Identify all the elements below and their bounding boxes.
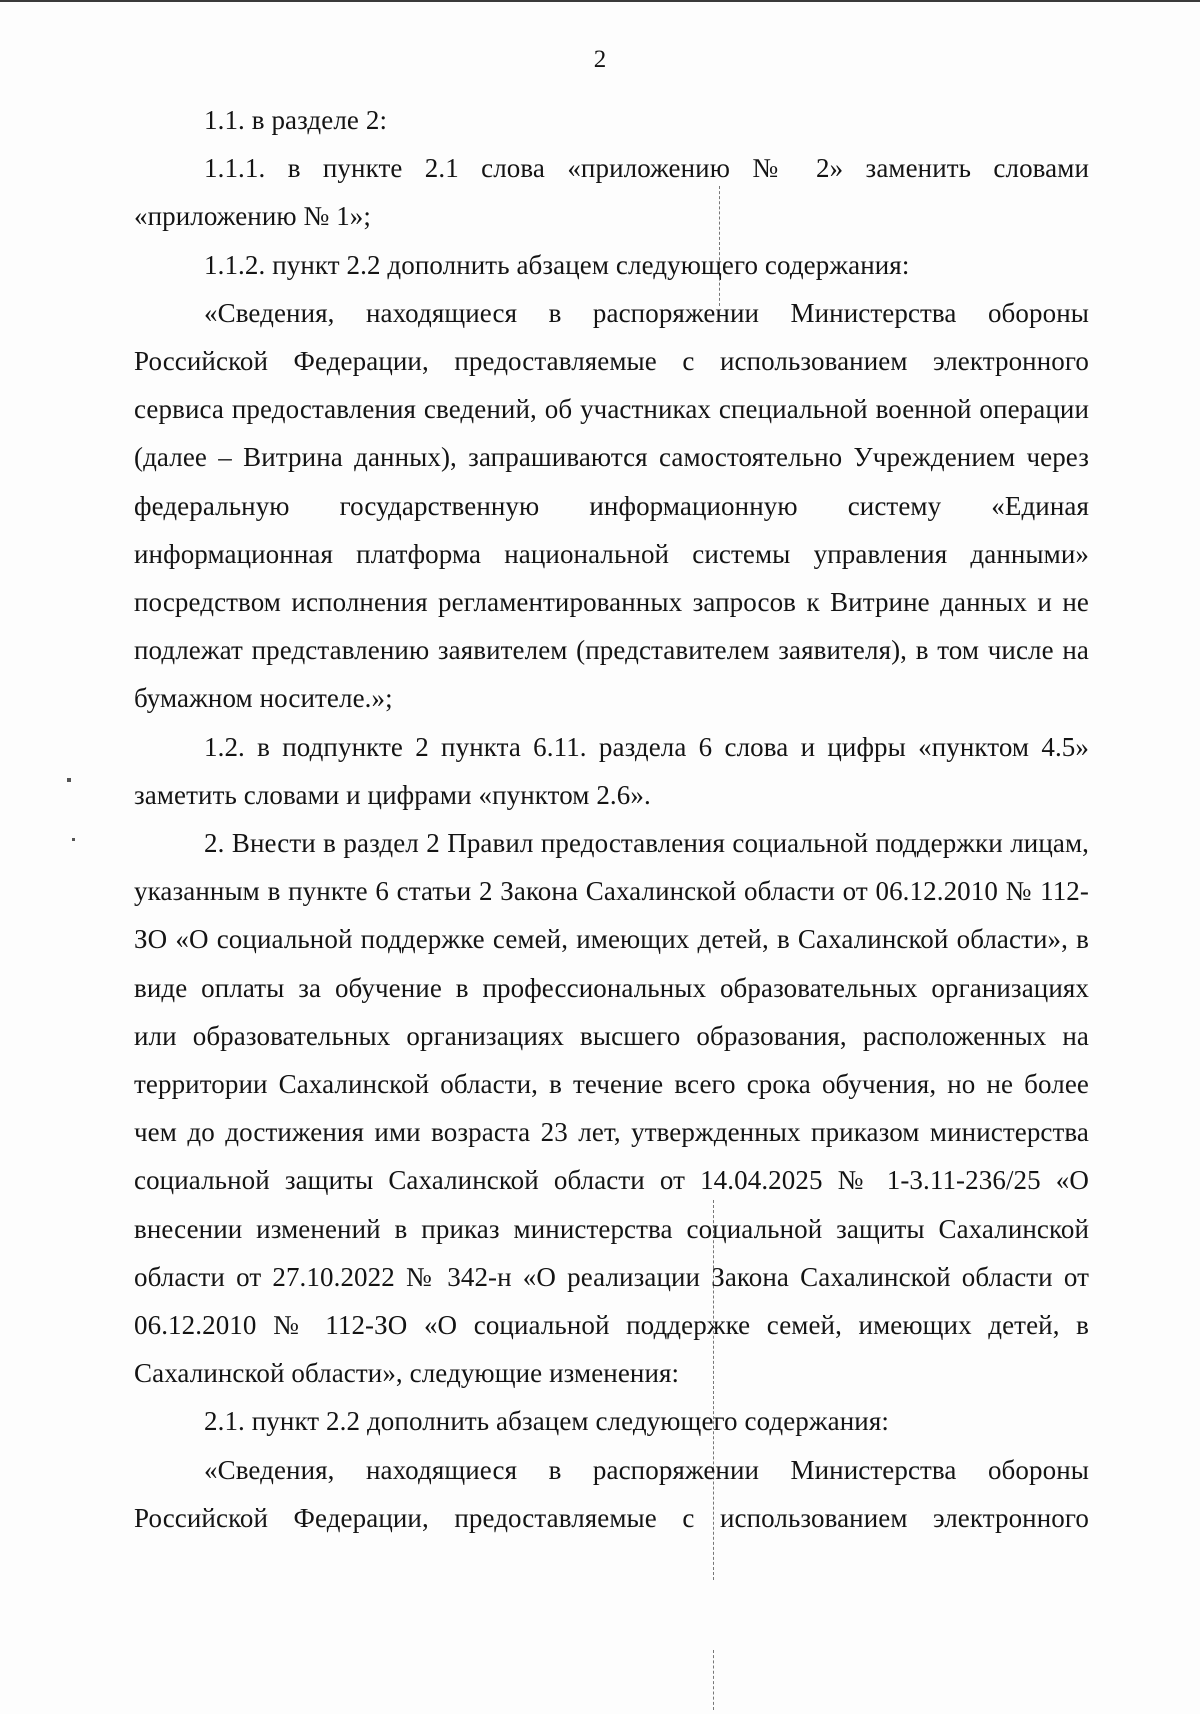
page-number: 2	[593, 46, 607, 73]
scan-artifact-dot	[67, 778, 71, 782]
paragraph-2: 2. Внести в раздел 2 Правил предоставления социальной поддержки лицам, указанным в пункте 6 статьи 2 Закона Сахалинской области от 06.12.2010 № 112-ЗО «О социальной поддержке семей, имеющих детей, в Сахалинской области», в виде оплаты за обучение в профессиональных образовательных организациях или образовательных организациях высшего образования, расположенных на территории Сахалинской области, в течение всего срока обучения, но не более чем до достижения ими возраста 23 лет, утвержденных приказом министерства социальной защиты Сахалинской области от 14.04.2025 № 1-3.11-236/25 «О внесении изменений в приказ министерства социальной защиты Сахалинской области от 27.10.2022 № 342-н «О реализации Закона Сахалинской области от 06.12.2010 № 112-ЗО «О социальной поддержке семей, имеющих детей, в Сахалинской области», следующие изменения:	[134, 828, 1089, 1389]
quoted-paragraph-mod-info-2: «Сведения, находящиеся в распоряжении Министерства обороны Российской Федерации, предоставляемые с использованием электронного	[134, 1454, 1089, 1533]
paragraph-1-1: 1.1. в разделе 2:	[204, 105, 388, 135]
quoted-paragraph-mod-info: «Сведения, находящиеся в распоряжении Министерства обороны Российской Федерации, предоставляемые с использованием электронного сервиса предоставления сведений, об участниках специальной военной операции (далее – Витрина данных), запрашиваются самостоятельно Учреждением через федеральную государственную информационную систему «Единая информационная платформа национальной системы управления данными» посредством исполнения регламентированных запросов к Витрине данных и не подлежат представлению заявителем (представителем заявителя), в том числе на бумажном носителе.»;	[134, 297, 1089, 714]
scan-artifact-line	[713, 1650, 715, 1710]
paragraph-1-1-2: 1.1.2. пункт 2.2 дополнить абзацем следующего содержания:	[204, 249, 910, 280]
document-body	[134, 96, 1089, 1542]
paragraph-1-1-1: 1.1.1. в пункте 2.1 слова «приложению № 2» заменить словами «приложению № 1»;	[134, 153, 1089, 232]
paragraph-1-2: 1.2. в подпункте 2 пункта 6.11. раздела 6 слова и цифры «пунктом 4.5» заметить словами и цифрами «пунктом 2.6».	[134, 731, 1089, 810]
scan-artifact-dot	[72, 838, 75, 841]
paragraph-2-1: 2.1. пункт 2.2 дополнить абзацем следующего содержания:	[204, 1406, 889, 1437]
scan-top-border	[0, 0, 1200, 2]
